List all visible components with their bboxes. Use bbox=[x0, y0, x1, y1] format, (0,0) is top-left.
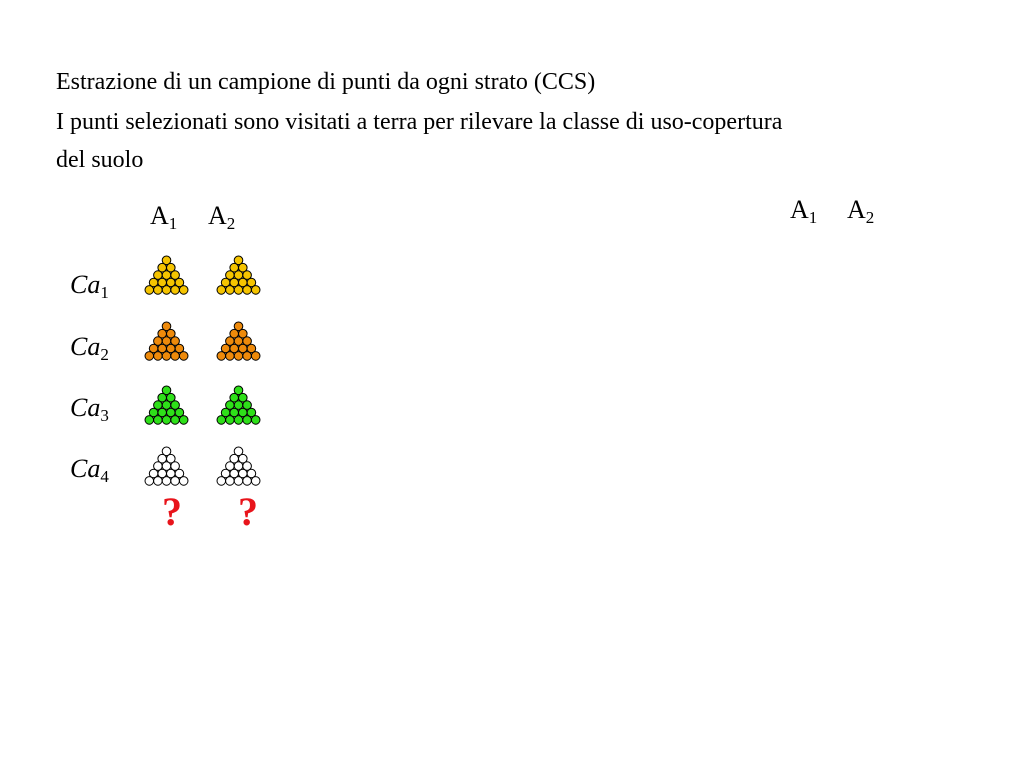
sample-point bbox=[162, 477, 171, 486]
right-col-header-a2: $A_2$ bbox=[847, 195, 875, 227]
sample-point bbox=[234, 352, 243, 361]
sample-point bbox=[217, 352, 226, 361]
unknown-mark-a2: ? bbox=[238, 489, 258, 534]
sample-point bbox=[162, 286, 171, 295]
sample-point bbox=[179, 416, 188, 425]
sample-point bbox=[171, 477, 180, 486]
row-label-ca2: $Ca_2$ bbox=[70, 332, 109, 364]
sample-point bbox=[171, 416, 180, 425]
sample-point bbox=[226, 477, 235, 486]
unknown-mark-a1: ? bbox=[162, 489, 182, 534]
sample-point bbox=[145, 477, 154, 486]
sample-point bbox=[179, 477, 188, 486]
sample-point bbox=[171, 286, 180, 295]
row-label-ca1: $Ca_1$ bbox=[70, 270, 109, 302]
point-triangle-ca3-a2 bbox=[217, 386, 265, 428]
sample-point bbox=[243, 286, 252, 295]
point-triangle-ca1-a2 bbox=[217, 256, 265, 298]
col-header-a1: $A_1$ bbox=[150, 201, 178, 233]
point-triangle-ca1-a1 bbox=[145, 256, 193, 298]
sample-point bbox=[251, 416, 260, 425]
sample-point bbox=[251, 286, 260, 295]
point-triangle-ca2-a2 bbox=[217, 322, 265, 364]
sample-point bbox=[179, 286, 188, 295]
right-col-header-a1: $A_1$ bbox=[790, 195, 818, 227]
sample-point bbox=[179, 352, 188, 361]
sample-point bbox=[226, 286, 235, 295]
sample-point bbox=[234, 286, 243, 295]
sample-point bbox=[243, 477, 252, 486]
sample-point bbox=[243, 352, 252, 361]
sample-point bbox=[251, 352, 260, 361]
sample-point bbox=[234, 477, 243, 486]
sample-point bbox=[217, 286, 226, 295]
heading-line-3: del suolo bbox=[56, 147, 144, 173]
point-triangle-ca4-a2 bbox=[217, 447, 265, 489]
sample-point bbox=[162, 352, 171, 361]
sample-point bbox=[171, 352, 180, 361]
sample-point bbox=[154, 352, 163, 361]
sample-point bbox=[154, 477, 163, 486]
sample-point bbox=[162, 416, 171, 425]
sample-point bbox=[217, 416, 226, 425]
sample-point bbox=[154, 416, 163, 425]
row-label-ca3: $Ca_3$ bbox=[70, 393, 109, 425]
row-label-ca4: $Ca_4$ bbox=[70, 454, 109, 486]
col-header-a2: $A_2$ bbox=[208, 201, 236, 233]
sample-point bbox=[145, 352, 154, 361]
point-triangle-ca4-a1 bbox=[145, 447, 193, 489]
sample-point bbox=[243, 416, 252, 425]
sample-point bbox=[145, 286, 154, 295]
heading-line-2: I punti selezionati sono visitati a terra per rilevare la classe di uso-copertura bbox=[56, 109, 783, 135]
heading-line-1: Estrazione di un campione di punti da ogni strato (CCS) bbox=[56, 69, 596, 95]
sample-point bbox=[226, 416, 235, 425]
sample-point bbox=[226, 352, 235, 361]
sample-point bbox=[234, 416, 243, 425]
sample-point bbox=[145, 416, 154, 425]
sample-point bbox=[154, 286, 163, 295]
point-triangle-ca3-a1 bbox=[145, 386, 193, 428]
sample-point bbox=[251, 477, 260, 486]
point-triangle-ca2-a1 bbox=[145, 322, 193, 364]
sample-point bbox=[217, 477, 226, 486]
